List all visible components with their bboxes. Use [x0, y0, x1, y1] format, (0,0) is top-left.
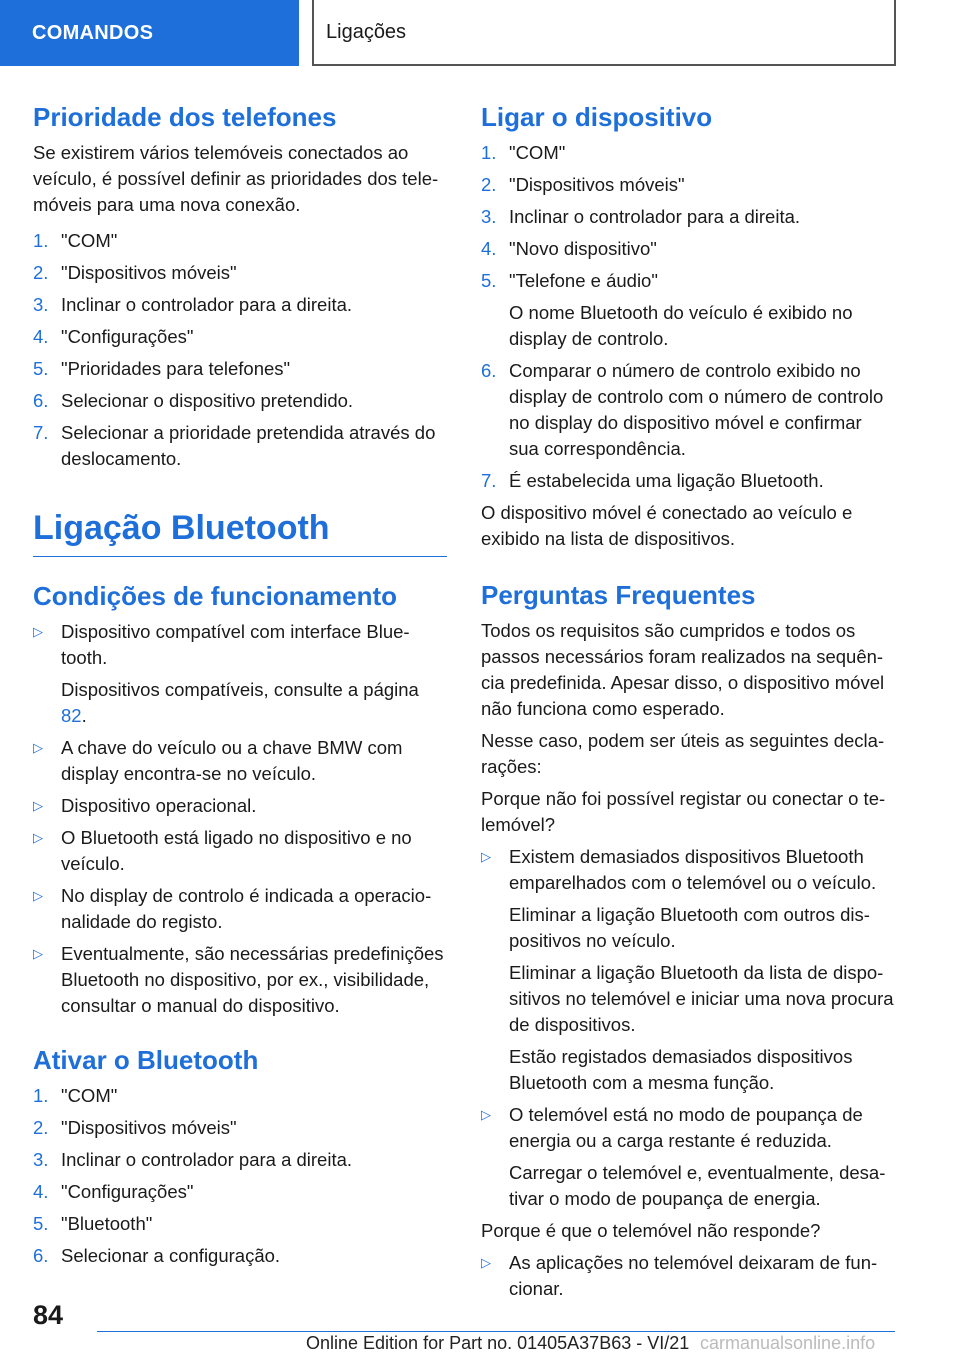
list-item: ▷ O telemóvel está no modo de poupança de energia ou a carga restante é reduzida. Carregar o telemóvel e, eventualmente, desativar o modo de poupança de energia.	[481, 1104, 886, 1209]
list-item: 1. "COM"	[481, 142, 566, 163]
list-item: 3. Inclinar o controlador para a direita.	[33, 1149, 353, 1170]
triangle-bullet-icon: ▷	[33, 740, 43, 755]
faq-question-1: Porque não foi possível registar ou conectar o telemóvel?	[481, 788, 886, 835]
faq-intro-2: Nesse caso, podem ser úteis as seguintes declarações:	[481, 730, 885, 777]
list-item: 6. Selecionar a configuração.	[33, 1245, 281, 1266]
watermark: carmanualsonline.info	[700, 1333, 876, 1353]
triangle-bullet-icon: ▷	[33, 830, 43, 845]
list-item: 7. Selecionar a prioridade pretendida através do deslocamento.	[33, 422, 436, 469]
triangle-bullet-icon: ▷	[481, 1107, 491, 1122]
list-item: ▷ Existem demasiados dispositivos Bluetooth emparelhados com o telemóvel ou o veículo. Eliminar a ligação Bluetooth com outros dispositivos no veículo. Eliminar a ligação Bluetooth da lista de dispositivos no telemóvel e iniciar uma nova procura de dispositivos. Estão registados demasiados dispositivos Bluetooth com a mesma função.	[481, 846, 894, 1093]
list-item: ▷ Dispositivo operacional.	[33, 793, 447, 819]
conditions-list	[33, 619, 447, 1019]
activate-steps	[33, 1083, 447, 1269]
activate-heading: Ativar o Bluetooth	[33, 1045, 259, 1075]
list-item: ▷ No display de controlo é indicada a operacionalidade do registo.	[33, 885, 432, 932]
section-tab: COMANDOS	[0, 0, 299, 66]
list-item: 4. "Novo dispositivo"	[481, 238, 657, 259]
list-item: ▷ Eventualmente, são necessárias predefinições Bluetooth no dispositivo, por ex., visibilidade, consultar o manual do dispositivo.	[33, 943, 444, 1016]
list-item: 5. "Telefone e áudio" O nome Bluetooth do veículo é exibido no display de controlo.	[481, 270, 853, 349]
triangle-bullet-icon: ▷	[33, 946, 43, 961]
faq-q2-list	[481, 1250, 895, 1302]
triangle-bullet-icon: ▷	[33, 798, 43, 813]
list-item: 1. "COM"	[33, 1085, 118, 1106]
priority-heading: Prioridade dos telefones	[33, 102, 337, 132]
list-item: 1. "COM"	[33, 230, 118, 251]
list-item: 2. "Dispositivos móveis"	[481, 174, 685, 195]
triangle-bullet-icon: ▷	[33, 888, 43, 903]
priority-steps	[33, 228, 447, 472]
page-link[interactable]: 82	[61, 705, 82, 726]
faq-heading: Perguntas Frequentes	[481, 580, 756, 610]
connect-steps	[481, 140, 895, 494]
page-number: 84	[33, 1300, 64, 1330]
footer-divider	[97, 1331, 895, 1332]
list-item: 7. É estabelecida uma ligação Bluetooth.	[481, 470, 824, 491]
list-item: 4. "Configurações"	[33, 326, 194, 347]
priority-intro: Se existirem vários telemóveis conectados ao veículo, é possível definir as prioridades dos telemóveis para uma nova conexão.	[33, 142, 439, 215]
footer-edition: Online Edition for Part no. 01405A37B63 - VI/21	[306, 1333, 690, 1353]
list-item: 6. Comparar o número de controlo exibido no display de controlo com o número de controlo no display do dispositivo móvel e confirmar sua correspondência.	[481, 360, 884, 459]
faq-question-2: Porque é que o telemóvel não responde?	[481, 1220, 821, 1241]
list-item: 4. "Configurações"	[33, 1181, 194, 1202]
list-item: 2. "Dispositivos móveis"	[33, 262, 237, 283]
triangle-bullet-icon: ▷	[481, 1255, 491, 1270]
triangle-bullet-icon: ▷	[33, 624, 43, 639]
faq-q1-list	[481, 844, 895, 1212]
conditions-heading: Condições de funcionamento	[33, 581, 398, 611]
list-item: ▷ As aplicações no telemóvel deixaram de funcionar.	[481, 1252, 878, 1299]
connect-heading: Ligar o dispositivo	[481, 102, 713, 132]
list-item: 5. "Prioridades para telefones"	[33, 358, 291, 379]
list-item: ▷ Dispositivo compatível com interface Bluetooth. Dispositivos compatíveis, consulte a página 82.	[33, 621, 419, 726]
connect-result: O dispositivo móvel é conectado ao veículo e exibido na lista de dispositivos.	[481, 502, 853, 549]
list-item: ▷ A chave do veículo ou a chave BMW com display encontra-se no veículo.	[33, 737, 403, 784]
triangle-bullet-icon: ▷	[481, 849, 491, 864]
list-item: ▷ O Bluetooth está ligado no dispositivo e no veículo.	[33, 827, 412, 874]
right-column	[481, 100, 895, 1308]
chapter-title: Ligações	[312, 0, 896, 66]
list-item: 3. Inclinar o controlador para a direita.	[33, 294, 353, 315]
left-column	[33, 100, 447, 1275]
bluetooth-heading: Ligação Bluetooth	[33, 504, 447, 557]
list-item: 3. Inclinar o controlador para a direita.	[481, 206, 801, 227]
list-item: 2. "Dispositivos móveis"	[33, 1117, 237, 1138]
faq-intro: Todos os requisitos são cumpridos e todos os passos necessários foram realizados na sequência predefinida. Apesar disso, o dispositivo móvel não funciona como esperado.	[481, 620, 885, 719]
list-item: 6. Selecionar o dispositivo pretendido.	[33, 390, 354, 411]
list-item: 5. "Bluetooth"	[33, 1213, 153, 1234]
